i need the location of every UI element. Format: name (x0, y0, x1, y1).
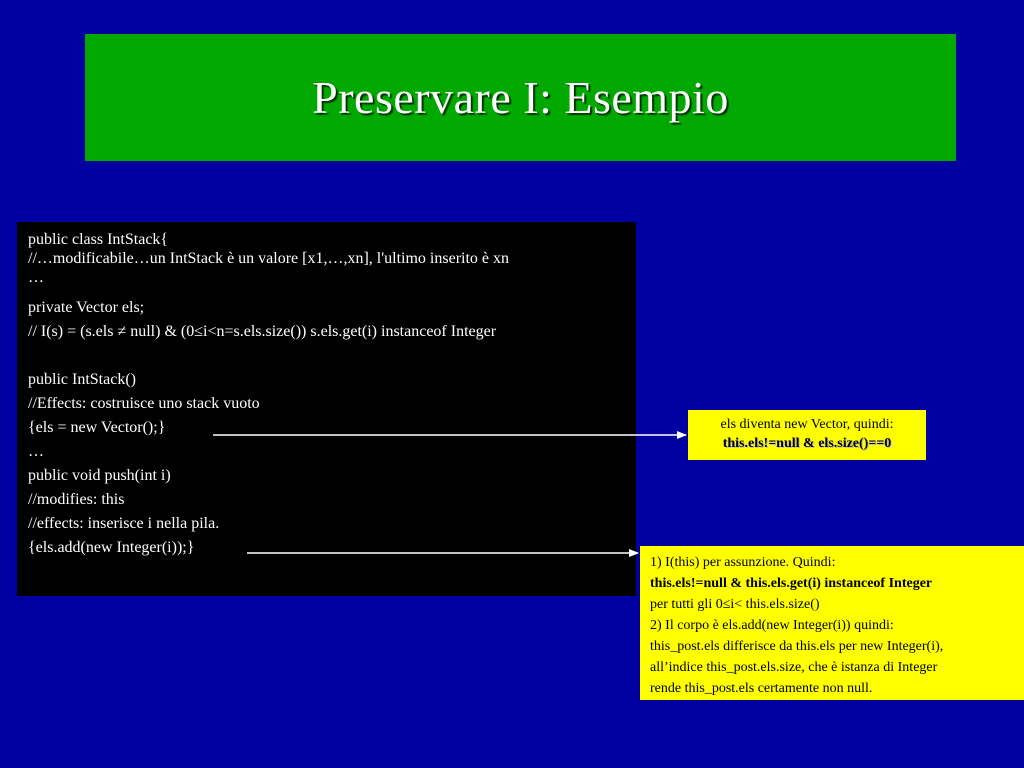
note-push (640, 546, 1024, 700)
note-constructor-line2: this.els!=null & els.size()==0 (722, 436, 892, 451)
code-line-blank (28, 344, 636, 368)
code-line: {els.add(new Integer(i));} (28, 539, 195, 556)
note-push-line1: 1) I(this) per assunzione. Quindi: (650, 555, 836, 570)
note-constructor (688, 410, 926, 460)
code-line: public class IntStack{ (28, 231, 169, 248)
code-line: //modifies: this (28, 491, 125, 508)
code-line: … (28, 269, 44, 286)
note-push-line7: rende this_post.els certamente non null. (650, 681, 873, 696)
code-line: //effects: inserisce i nella pila. (28, 515, 220, 532)
note-push-line5: this_post.els differisce da this.els per new Integer(i), (650, 639, 944, 654)
title-box (85, 34, 956, 161)
code-line: … (28, 443, 44, 460)
code-line: {els = new Vector();} (28, 419, 166, 436)
code-line: //…modificabile…un IntStack è un valore [x1,…,xn], l'ultimo inserito è xn (28, 250, 510, 267)
note-push-line3: per tutti gli 0≤i< this.els.size() (650, 597, 820, 612)
code-line: //Effects: costruisce uno stack vuoto (28, 395, 260, 412)
code-line: private Vector els; (28, 299, 145, 316)
code-line: public void push(int i) (28, 467, 171, 484)
note-constructor-line1: els diventa new Vector, quindi: (720, 417, 894, 432)
note-push-line2: this.els!=null & this.els.get(i) instanceof Integer (650, 576, 933, 591)
slide-title: Preservare I: Esempio (312, 72, 729, 123)
note-push-line4: 2) Il corpo è els.add(new Integer(i)) quindi: (650, 618, 894, 633)
code-box (17, 222, 636, 596)
code-line: public IntStack() (28, 371, 136, 388)
note-push-line6: all’indice this_post.els.size, che è istanza di Integer (650, 660, 938, 675)
code-line: // I(s) = (s.els ≠ null) & (0≤i<n=s.els.size()) s.els.get(i) instanceof Integer (28, 323, 497, 340)
